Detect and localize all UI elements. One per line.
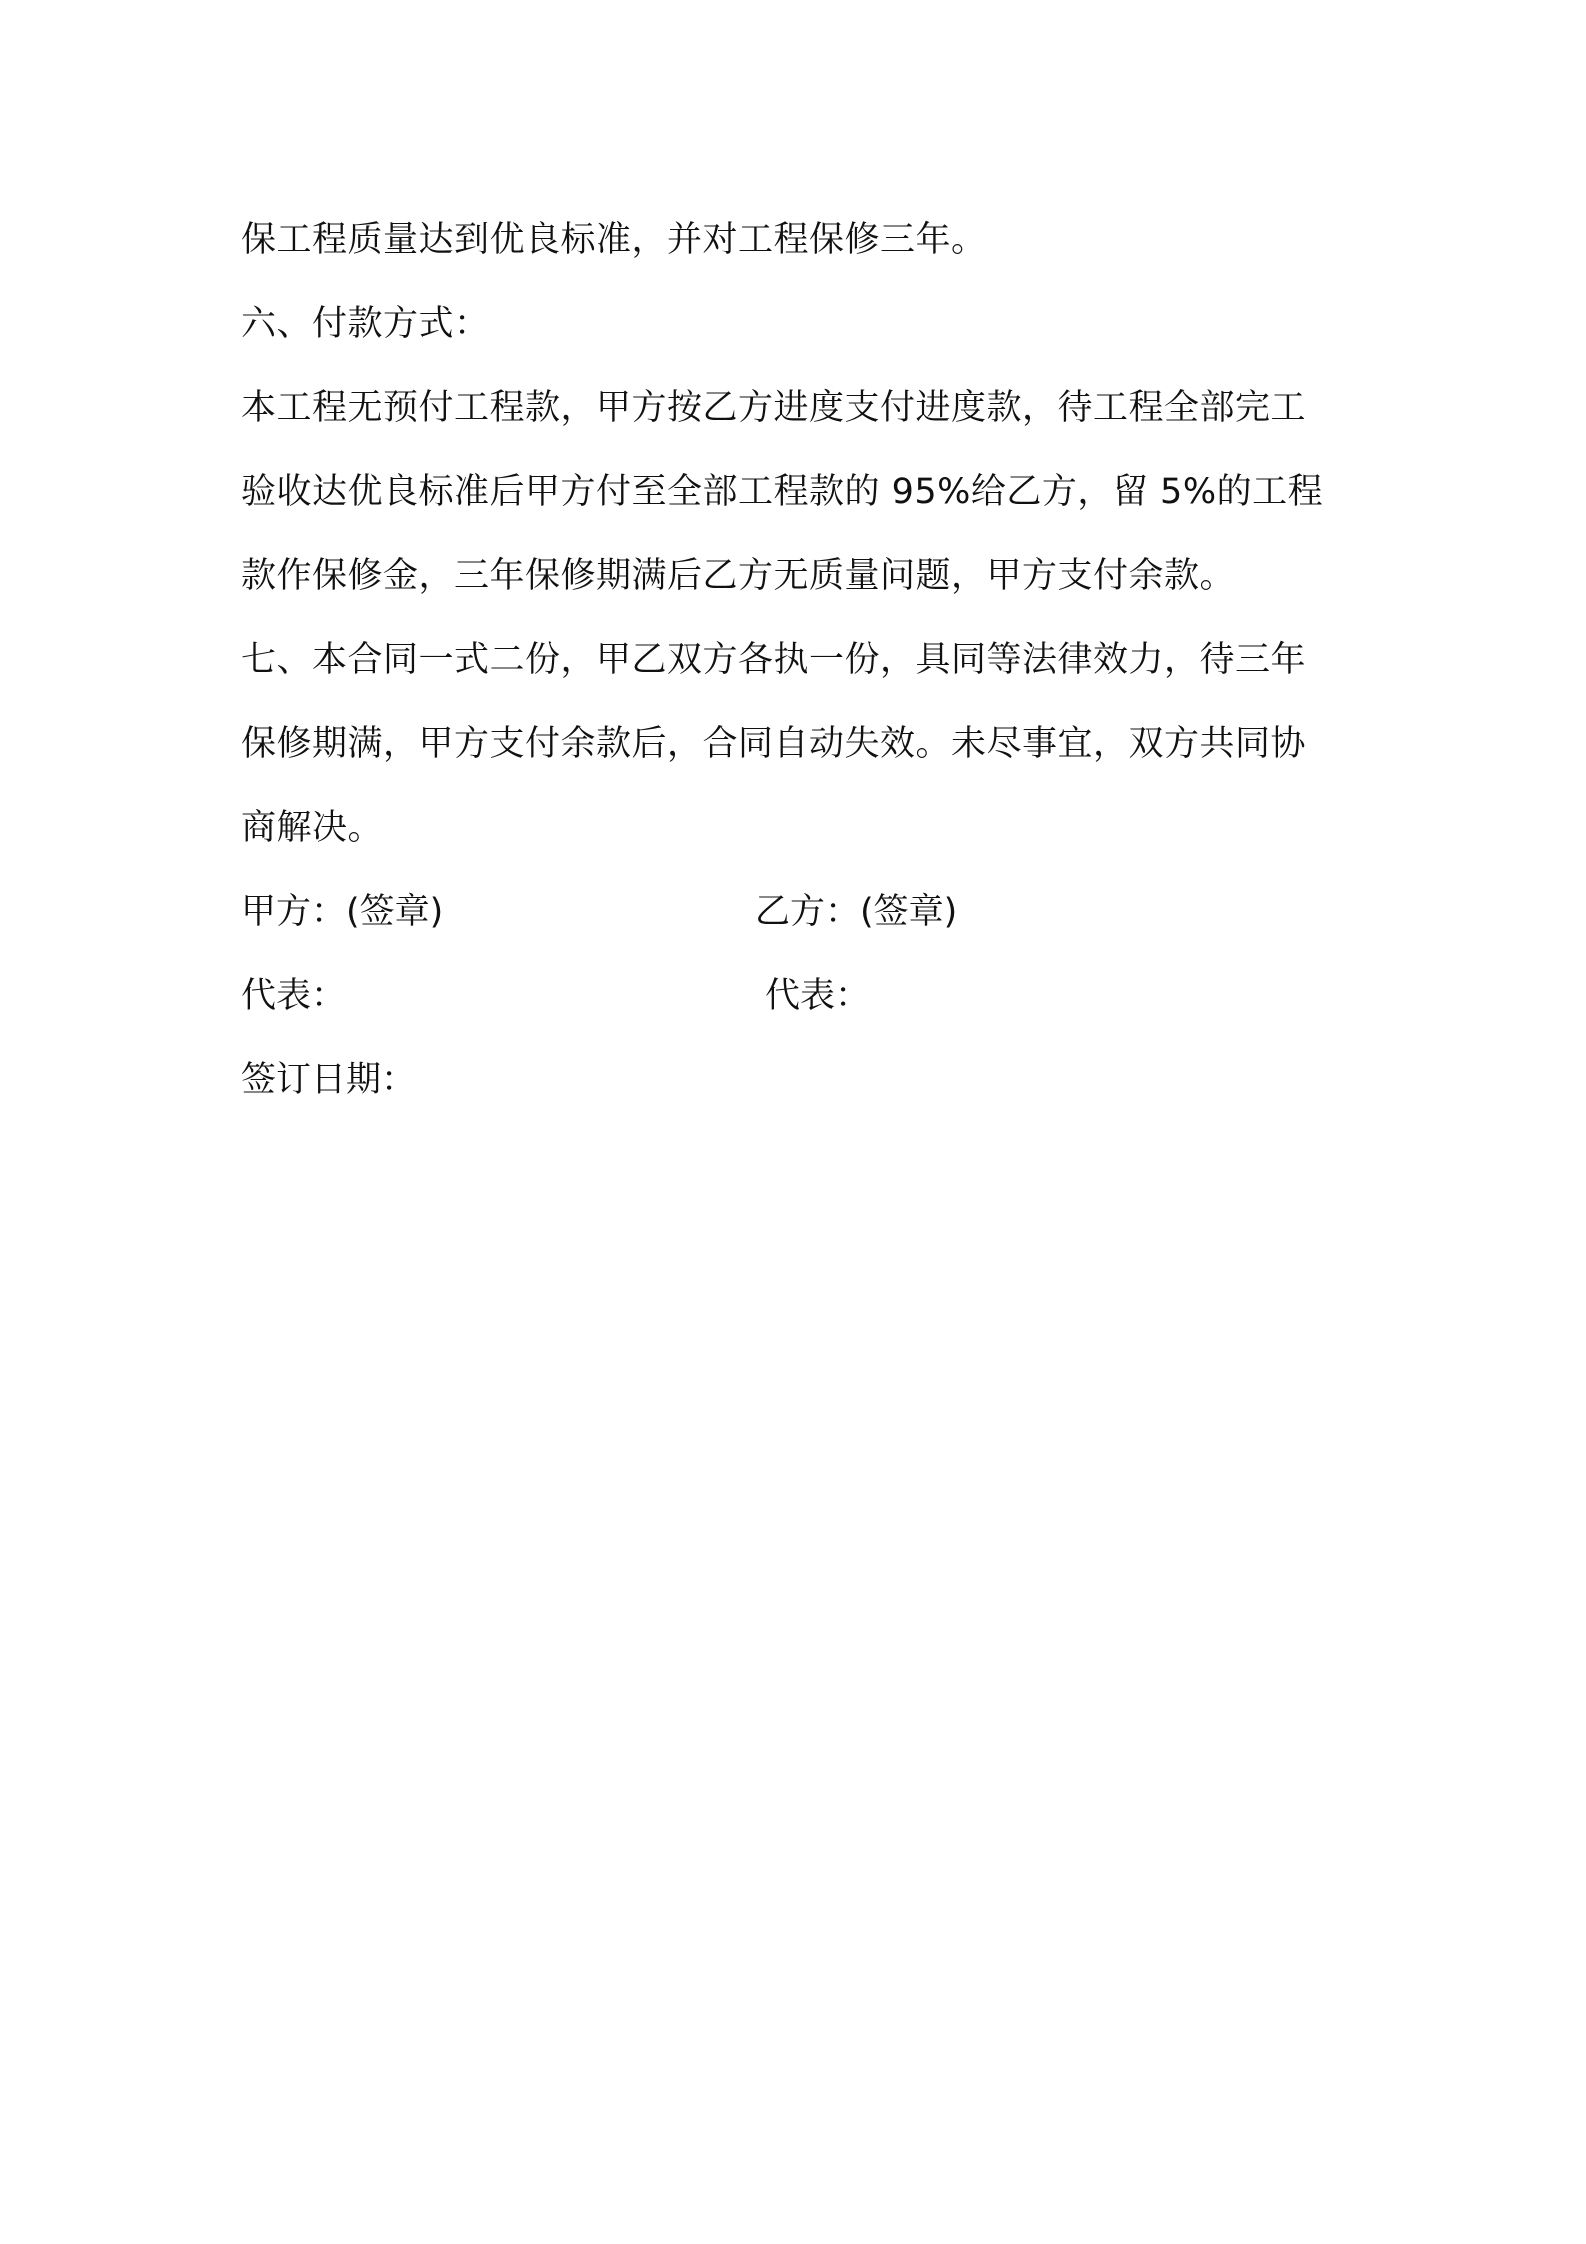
signature-row-representatives [241, 954, 1361, 1038]
paragraph-line: 本工程无预付工程款，甲方按乙方进度支付进度款，待工程全部完工 [241, 388, 1307, 428]
paragraph-line: 保工程质量达到优良标准，并对工程保修三年。 [241, 220, 987, 260]
section-heading-payment: 六、付款方式： [241, 304, 490, 344]
paragraph-line: 七、本合同一式二份，甲乙双方各执一份，具同等法律效力，待三年 [241, 640, 1307, 680]
paragraph-line: 保修期满，甲方支付余款后，合同自动失效。未尽事宜，双方共同协 [241, 724, 1307, 764]
signature-row-parties [241, 870, 1361, 954]
signature-row-date [241, 1038, 1361, 1122]
paragraph-line: 验收达优良标准后甲方付至全部工程款的 95%给乙方，留 5%的工程 [241, 472, 1324, 512]
paragraph-line: 款作保修金，三年保修期满后乙方无质量问题，甲方支付余款。 [241, 556, 1236, 596]
party-a-representative-label: 代表： [241, 976, 347, 1016]
signing-date-label: 签订日期： [241, 1060, 417, 1100]
paragraph-line: 商解决。 [241, 808, 384, 848]
party-a-signature-label: 甲方：(签章) [241, 892, 444, 932]
document-body [241, 198, 1361, 1122]
party-b-representative-label: 代表： [765, 976, 871, 1016]
party-b-signature-label: 乙方：(签章) [755, 892, 958, 932]
